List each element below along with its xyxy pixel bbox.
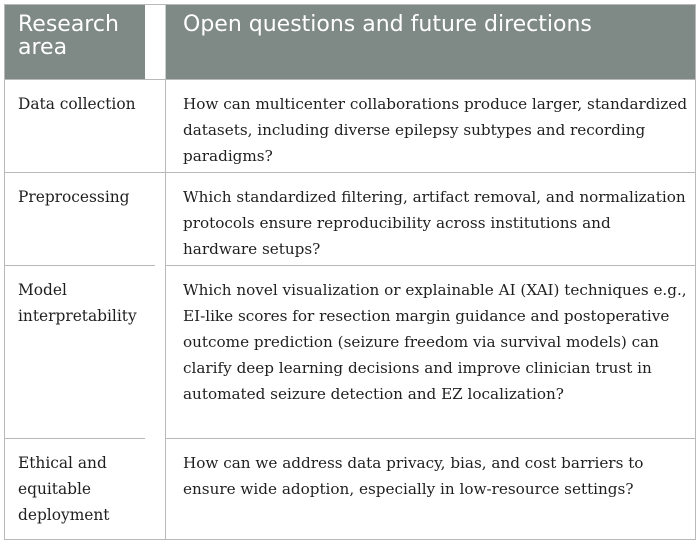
research-table	[4, 4, 696, 540]
row-2-area: Preprocessing	[5, 172, 165, 265]
row-4-question: How can we address data privacy, bias, and cost barriers to ensure wide adoption, especially in low-resource settings?	[165, 438, 695, 539]
row-3-question: Which novel visualization or explainable AI (XAI) techniques e.g., EI-like scores for resection margin guidance and postoperative outcome prediction (seizure freedom via survival models) can clarify deep learning decisions and improve clinician trust in automated seizure detection and EZ localization?	[165, 265, 695, 438]
row-3-area: Model interpretability	[5, 265, 155, 438]
row-4-area: Ethical and equitable deployment	[5, 438, 145, 539]
header-research-area: Research area	[5, 5, 145, 79]
row-1-area: Data collection	[5, 79, 165, 172]
header-open-questions: Open questions and future directions	[165, 5, 695, 79]
row-1-question: How can multicenter collaborations produce larger, standardized datasets, including diverse epilepsy subtypes and recording paradigms?	[165, 79, 695, 172]
row-2-question: Which standardized filtering, artifact removal, and normalization protocols ensure reproducibility across institutions and hardware setups?	[165, 172, 695, 265]
